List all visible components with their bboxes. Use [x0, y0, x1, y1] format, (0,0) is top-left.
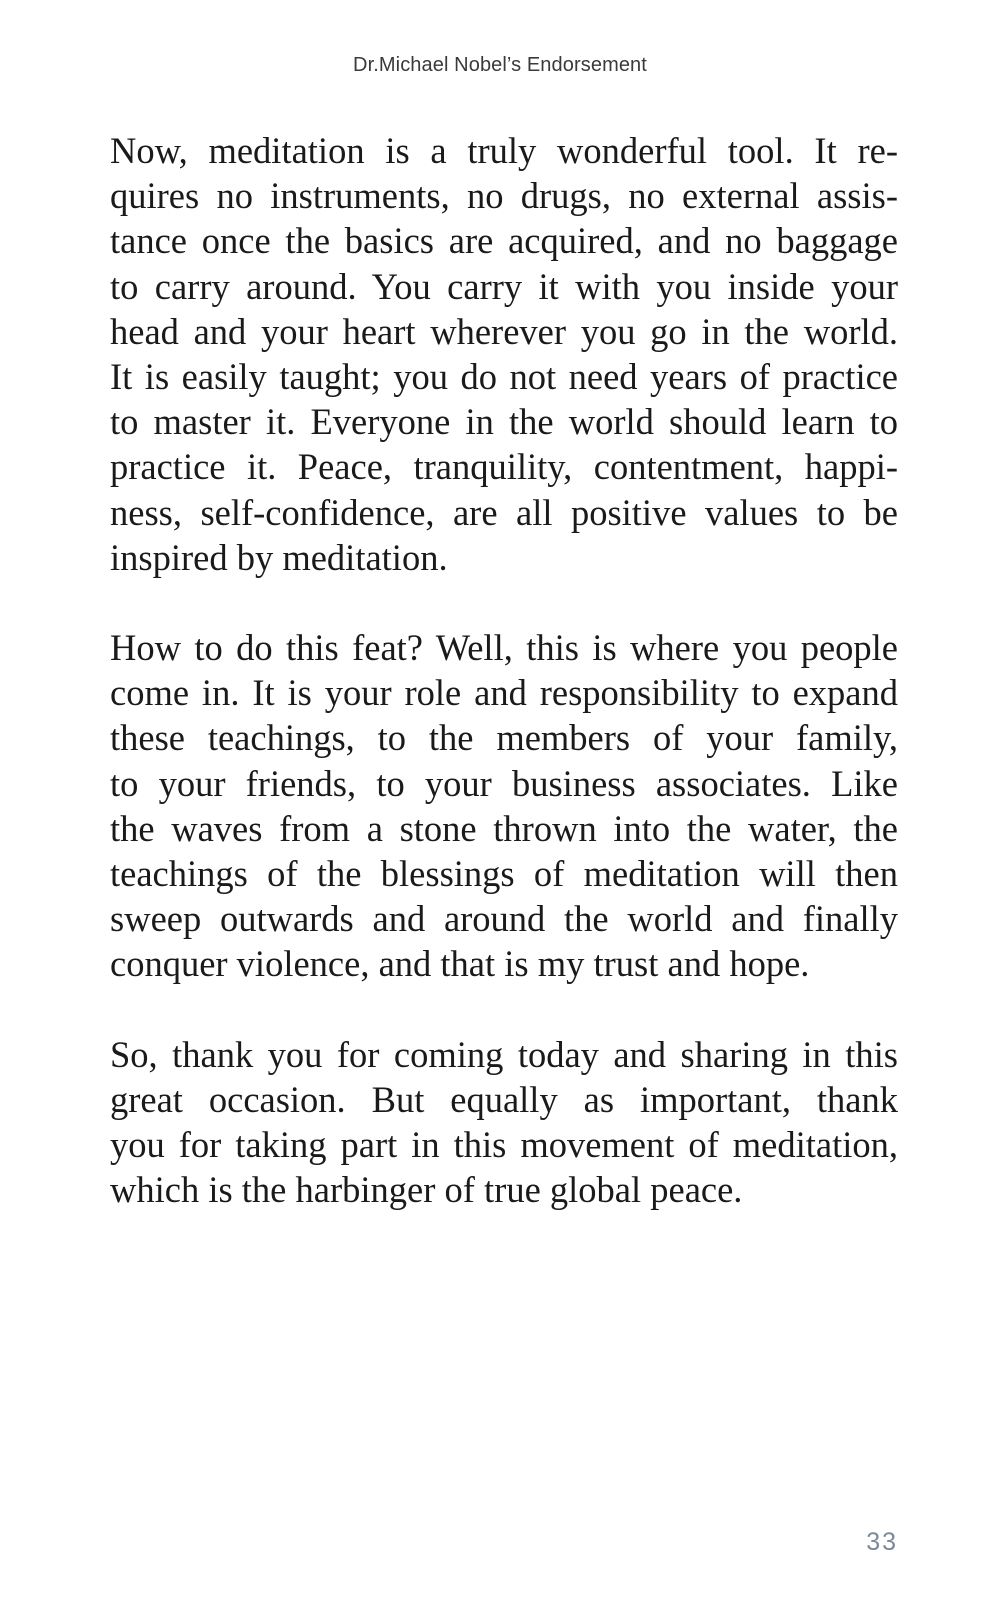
text-line: the waves from a stone thrown into the water, the: [110, 807, 898, 849]
running-head: Dr.Michael Nobel’s Endorsement: [353, 54, 647, 76]
page-number: 33: [866, 1528, 898, 1556]
text-line: these teachings, to the members of your family,: [110, 717, 898, 759]
text-line: ness, self-confidence, are all positive values to be: [110, 491, 898, 533]
paragraph: [110, 625, 898, 987]
body-text: [110, 128, 898, 1257]
text-line: tance once the basics are acquired, and no baggage: [110, 220, 898, 262]
paragraph: [110, 1032, 898, 1213]
text-line: quires no instruments, no drugs, no external assis-: [110, 175, 898, 217]
text-line: to your friends, to your business associates. Like: [110, 762, 898, 804]
text-line: you for taking part in this movement of meditation,: [110, 1124, 898, 1166]
text-line: great occasion. But equally as important, thank: [110, 1078, 898, 1120]
text-line: How to do this feat? Well, this is where you people: [110, 627, 898, 669]
text-line: It is easily taught; you do not need years of practice: [110, 356, 898, 398]
text-line: sweep outwards and around the world and finally: [110, 898, 898, 940]
text-line: come in. It is your role and responsibility to expand: [110, 672, 898, 714]
text-line: to master it. Everyone in the world should learn to: [110, 401, 898, 443]
text-line: Now, meditation is a truly wonderful tool. It re-: [110, 130, 898, 171]
text-line: which is the harbinger of true global peace.: [110, 1169, 743, 1211]
text-line: practice it. Peace, tranquility, contentment, happi-: [110, 446, 898, 488]
text-line: to carry around. You carry it with you inside your: [110, 265, 898, 307]
text-line: inspired by meditation.: [110, 536, 448, 578]
paragraph: [110, 128, 898, 580]
text-line: teachings of the blessings of meditation will then: [110, 853, 898, 895]
text-line: head and your heart wherever you go in the world.: [110, 310, 898, 352]
text-line: conquer violence, and that is my trust and hope.: [110, 943, 810, 985]
text-line: So, thank you for coming today and sharing in this: [110, 1033, 898, 1075]
